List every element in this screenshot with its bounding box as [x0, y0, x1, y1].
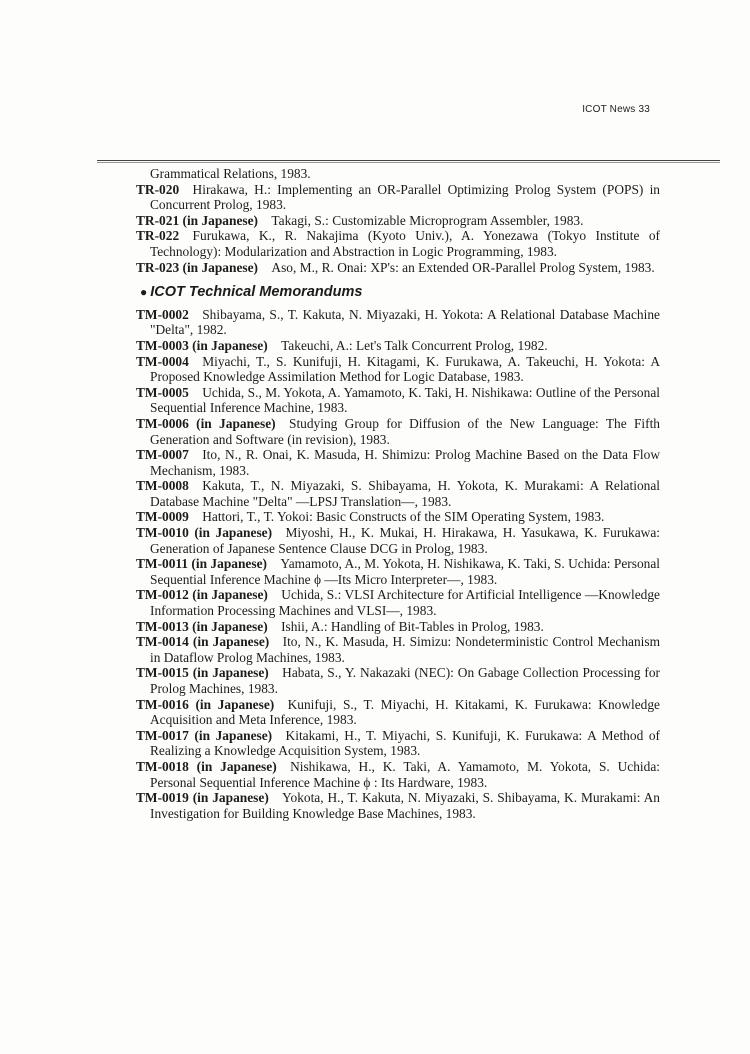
entry-text: Ishii, A.: Handling of Bit-Tables in Prolog, 1983. [281, 618, 544, 634]
entry-code: TR-023 (in Japanese) [136, 259, 259, 275]
section-heading [140, 285, 660, 301]
publication-list [136, 166, 660, 821]
list-item [136, 790, 660, 821]
list-item [136, 556, 660, 587]
page-header: ICOT News 33 [582, 104, 650, 115]
entry-text: Kakuta, T., N. Miyazaki, S. Shibayama, H. Yokota, K. Murakami: A Relational Database Machine "Delta" —LPSJ Translation—, 1983. [150, 478, 660, 509]
list-item [136, 307, 660, 338]
technical-reports-list [136, 182, 660, 276]
list-item [136, 478, 660, 509]
entry-code: TM-0007 [136, 447, 189, 463]
entry-text: Furukawa, K., R. Nakajima (Kyoto Univ.), A. Yonezawa (Tokyo Institute of Technology): Modularization and Abstraction in Logic Programming, 1983. [150, 228, 660, 259]
entry-code: TM-0004 [136, 353, 189, 369]
entry-text: Hirakawa, H.: Implementing an OR-Parallel Optimizing Prolog System (POPS) in Concurrent Prolog, 1983. [150, 181, 660, 213]
entry-code: TM-0014 (in Japanese) [136, 634, 270, 650]
list-item [136, 587, 660, 618]
list-item [136, 354, 660, 385]
entry-code: TM-0013 (in Japanese) [136, 618, 268, 634]
list-item [136, 213, 660, 229]
entry-code: TM-0009 [136, 509, 189, 525]
entry-text: Uchida, S., M. Yokota, A. Yamamoto, K. Taki, H. Nishikawa: Outline of the Personal Sequential Inference Machine, 1983. [150, 384, 660, 416]
entry-code: TM-0017 (in Japanese) [136, 727, 273, 743]
list-item [136, 697, 660, 728]
list-item [136, 634, 660, 665]
entry-text: Yokota, H., T. Kakuta, N. Miyazaki, S. Shibayama, K. Murakami: An Investigation for Building Knowledge Base Machines, 1983. [150, 790, 660, 821]
entry-text: Studying Group for Diffusion of the New Language: The Fifth Generation and Software (in revision), 1983. [150, 415, 661, 447]
technical-memorandums-list [136, 307, 660, 822]
section-title: ICOT Technical Memorandums [150, 284, 363, 301]
entry-text: Miyachi, T., S. Kunifuji, H. Kitagami, K. Furukawa, A. Takeuchi, H. Yokota: A Proposed Knowledge Assimilation Method for Logic Database, 1983. [150, 353, 660, 385]
list-item [136, 728, 660, 759]
bullet-icon: ● [140, 285, 148, 300]
entry-text: Nishikawa, H., K. Taki, A. Yamamoto, M. Yokota, S. Uchida: Personal Sequential Inference Machine ϕ : Its Hardware, 1983. [150, 758, 661, 790]
entry-code: TM-0011 (in Japanese) [136, 556, 267, 572]
header-rule-secondary [97, 162, 720, 163]
header-rule [97, 160, 720, 161]
list-item [136, 447, 660, 478]
entry-code: TR-022 [136, 228, 180, 244]
entry-code: TM-0006 (in Japanese) [136, 415, 276, 431]
list-item [136, 665, 660, 696]
entry-text: Ito, N., K. Masuda, H. Simizu: Nondeterministic Control Mechanism in Dataflow Prolog Machines, 1983. [150, 634, 661, 665]
tr-continued-text: Grammatical Relations, 1983. [150, 166, 311, 181]
entry-code: TM-0002 [136, 306, 189, 322]
entry-text: Hattori, T., T. Yokoi: Basic Constructs of the SIM Operating System, 1983. [202, 509, 605, 525]
entry-code: TR-020 [136, 181, 180, 197]
list-item [136, 619, 660, 635]
entry-text: Habata, S., Y. Nakazaki (NEC): On Gabage Collection Processing for Prolog Machines, 1983. [150, 665, 661, 696]
list-item [136, 525, 660, 556]
entry-text: Shibayama, S., T. Kakuta, N. Miyazaki, H. Yokota: A Relational Database Machine "Delta", 1982. [150, 306, 660, 338]
list-item [136, 338, 660, 354]
entry-code: TM-0012 (in Japanese) [136, 587, 268, 603]
entry-text: Yamamoto, A., M. Yokota, H. Nishikawa, K. Taki, S. Uchida: Personal Sequential Inference Machine ϕ —Its Micro Interpreter—, 1983. [150, 556, 660, 587]
entry-text: Kunifuji, S., T. Miyachi, H. Kitakami, K. Furukawa: Knowledge Acquisition and Meta Inference, 1983. [150, 696, 660, 728]
entry-code: TR-021 (in Japanese) [136, 212, 259, 228]
entry-text: Takeuchi, A.: Let's Talk Concurrent Prolog, 1982. [281, 337, 548, 353]
entry-code: TM-0008 [136, 478, 189, 494]
list-item [136, 416, 660, 447]
list-item [136, 385, 660, 416]
list-item [136, 759, 660, 790]
entry-text: Kitakami, H., T. Miyachi, S. Kunifuji, K. Furukawa: A Method of Realizing a Knowledge Acquisition System, 1983. [150, 727, 661, 759]
entry-text: Takagi, S.: Customizable Microprogram Assembler, 1983. [271, 212, 584, 228]
entry-code: TM-0005 [136, 384, 189, 400]
list-item [136, 182, 660, 213]
list-item [136, 260, 660, 276]
entry-text: Miyoshi, H., K. Mukai, H. Hirakawa, H. Yasukawa, K. Furukawa: Generation of Japanese Sentence Clause DCG in Prolog, 1983. [150, 525, 661, 556]
entry-code: TM-0016 (in Japanese) [136, 696, 275, 712]
entry-code: TM-0010 (in Japanese) [136, 525, 273, 541]
list-item [136, 509, 660, 525]
entry-text: Ito, N., R. Onai, K. Masuda, H. Shimizu: Prolog Machine Based on the Data Flow Mechanism, 1983. [150, 447, 660, 478]
entry-code: TM-0003 (in Japanese) [136, 337, 268, 353]
entry-code: TM-0018 (in Japanese) [136, 758, 277, 774]
entry-text: Uchida, S.: VLSI Architecture for Artificial Intelligence —Knowledge Information Processing Machines and VLSI—, 1983. [150, 587, 660, 619]
entry-code: TM-0015 (in Japanese) [136, 665, 269, 681]
entry-code: TM-0019 (in Japanese) [136, 790, 269, 806]
entry-text: Aso, M., R. Onai: XP's: an Extended OR-Parallel Prolog System, 1983. [271, 259, 655, 275]
list-item [136, 228, 660, 259]
